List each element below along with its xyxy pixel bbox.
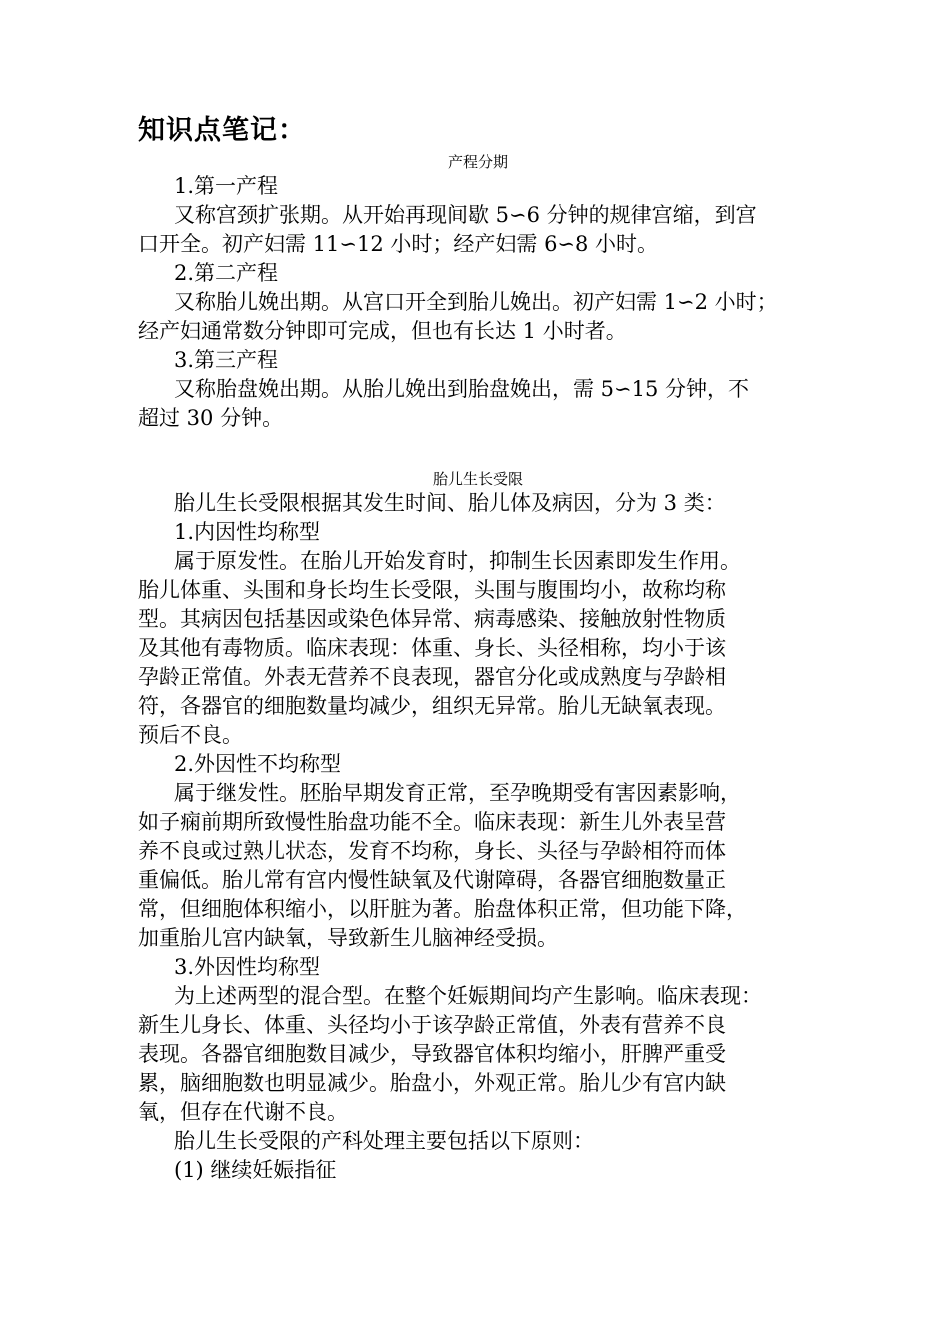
paragraph-line: 养不良或过熟儿状态，发育不均称，身长、头径与孕龄相符而体 bbox=[138, 839, 726, 863]
paragraph-line: 型。其病因包括基因或染色体异常、病毒感染、接触放射性物质 bbox=[138, 607, 726, 631]
section-title-labor-stages: 产程分期 bbox=[447, 153, 508, 171]
paragraph-line: 及其他有毒物质。临床表现：体重、身长、头径相称，均小于该 bbox=[138, 636, 726, 660]
paragraph-line: 重偏低。胎儿常有宫内慢性缺氧及代谢障碍，各器官细胞数量正 bbox=[138, 868, 726, 892]
paragraph-line: 口开全。初产妇需 11∽12 小时；经产妇需 6∽8 小时。 bbox=[138, 232, 659, 256]
subheading: 2.外因性不均称型 bbox=[174, 752, 342, 776]
document-body bbox=[138, 152, 818, 1185]
paragraph-line: 预后不良。 bbox=[138, 723, 243, 747]
paragraph-line: 经产妇通常数分钟即可完成，但也有长达 1 小时者。 bbox=[138, 319, 627, 343]
subheading: 3.外因性均称型 bbox=[174, 955, 321, 979]
paragraph-line: 表现。各器官细胞数目减少，导致器官体积均缩小，肝脾严重受 bbox=[138, 1042, 726, 1066]
subheading: 2.第二产程 bbox=[174, 261, 279, 285]
subheading: 3.第三产程 bbox=[174, 348, 279, 372]
paragraph-line: 加重胎儿宫内缺氧，导致新生儿脑神经受损。 bbox=[138, 926, 558, 950]
paragraph-line: 胎儿生长受限根据其发生时间、胎儿体及病因，分为 3 类： bbox=[174, 491, 726, 515]
paragraph-line: 符，各器官的细胞数量均减少，组织无异常。胎儿无缺氧表现。 bbox=[138, 694, 726, 718]
paragraph-line: 孕龄正常值。外表无营养不良表现，器官分化或成熟度与孕龄相 bbox=[138, 665, 726, 689]
section-title-fgr: 胎儿生长受限 bbox=[432, 470, 523, 488]
paragraph-line: 氧，但存在代谢不良。 bbox=[138, 1100, 348, 1124]
paragraph-line: 常，但细胞体积缩小，以肝脏为著。胎盘体积正常，但功能下降， bbox=[138, 897, 747, 921]
paragraph-line: 累，脑细胞数也明显减少。胎盘小，外观正常。胎儿少有宫内缺 bbox=[138, 1071, 726, 1095]
paragraph-line: 超过 30 分钟。 bbox=[138, 406, 284, 430]
subheading: 1.第一产程 bbox=[174, 174, 279, 198]
subheading: 1.内因性均称型 bbox=[174, 520, 321, 544]
paragraph-line: 为上述两型的混合型。在整个妊娠期间均产生影响。临床表现： bbox=[174, 984, 762, 1008]
paragraph-line: 新生儿身长、体重、头径均小于该孕龄正常值，外表有营养不良 bbox=[138, 1013, 726, 1037]
paragraph-line: 属于继发性。胚胎早期发育正常，至孕晚期受有害因素影响， bbox=[174, 781, 741, 805]
paragraph-line: 如子痫前期所致慢性胎盘功能不全。临床表现：新生儿外表呈营 bbox=[138, 810, 726, 834]
paragraph-line: 又称胎盘娩出期。从胎儿娩出到胎盘娩出，需 5∽15 分钟，不 bbox=[174, 377, 750, 401]
list-item: (1) 继续妊娠指征 bbox=[174, 1158, 337, 1182]
paragraph-line: 胎儿体重、头围和身长均生长受限，头围与腹围均小，故称均称 bbox=[138, 578, 726, 602]
paragraph-line: 属于原发性。在胎儿开始发育时，抑制生长因素即发生作用。 bbox=[174, 549, 741, 573]
page-heading: 知识点笔记： bbox=[138, 115, 306, 146]
paragraph-line: 又称宫颈扩张期。从开始再现间歇 5∽6 分钟的规律宫缩，到宫 bbox=[174, 203, 757, 227]
paragraph-line: 又称胎儿娩出期。从宫口开全到胎儿娩出。初产妇需 1∽2 小时； bbox=[174, 290, 778, 314]
section-gap bbox=[138, 433, 818, 469]
paragraph-line: 胎儿生长受限的产科处理主要包括以下原则： bbox=[174, 1129, 594, 1153]
